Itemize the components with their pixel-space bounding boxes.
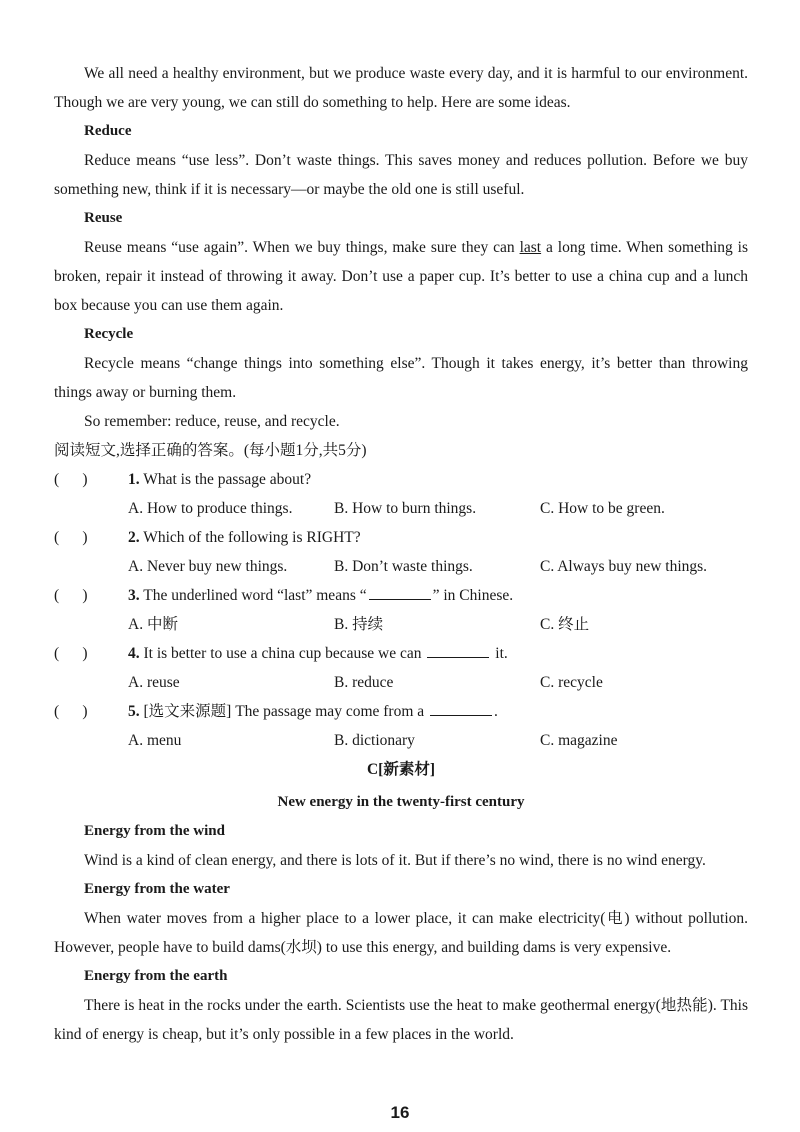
question-stem-after: it. bbox=[491, 645, 508, 662]
section-c-label: C[新素材] bbox=[366, 761, 436, 778]
question-stem-after: . bbox=[494, 703, 498, 720]
document-page bbox=[54, 59, 748, 1049]
question-stem-before: It is better to use a china cup because we can bbox=[143, 645, 426, 662]
answer-blank[interactable]: ( ) bbox=[54, 645, 88, 662]
option-a: A. menu bbox=[128, 732, 182, 749]
option-b: B. 持续 bbox=[334, 616, 384, 633]
question-5-options bbox=[54, 726, 748, 755]
reuse-text-before: Reuse means “use again”. When we buy things, make sure they can bbox=[84, 239, 520, 256]
question-text bbox=[128, 639, 508, 668]
question-text bbox=[128, 523, 361, 552]
question-stem-before: The passage may come from a bbox=[231, 703, 429, 720]
answer-blank[interactable]: ( ) bbox=[54, 703, 88, 720]
reduce-paragraph: Reduce means “use less”. Don’t waste things. This saves money and reduces pollution. Before we buy something new, think if it is necessary—or maybe the old one is still useful. bbox=[54, 152, 748, 198]
page-number: 16 bbox=[390, 1103, 410, 1122]
earth-heading: Energy from the earth bbox=[84, 968, 228, 984]
source-question-tag: [选文来源题] bbox=[143, 703, 232, 720]
question-2 bbox=[54, 523, 748, 552]
recycle-heading: Recycle bbox=[84, 326, 134, 342]
question-5 bbox=[54, 697, 748, 726]
question-4 bbox=[54, 639, 748, 668]
wind-heading: Energy from the wind bbox=[84, 823, 225, 839]
option-c: C. How to be green. bbox=[540, 500, 665, 517]
wind-paragraph: Wind is a kind of clean energy, and there is lots of it. But if there’s no wind, there is no wind energy. bbox=[84, 852, 706, 869]
option-c: C. Always buy new things. bbox=[540, 558, 708, 575]
option-a: A. Never buy new things. bbox=[128, 558, 288, 575]
reuse-heading: Reuse bbox=[84, 210, 123, 226]
question-stem-after: ” in Chinese. bbox=[432, 587, 514, 604]
fill-blank[interactable] bbox=[430, 703, 492, 716]
closing-paragraph: So remember: reduce, reuse, and recycle. bbox=[84, 413, 340, 430]
question-instructions: 阅读短文,选择正确的答案。(每小题1分,共5分) bbox=[54, 442, 367, 459]
fill-blank[interactable] bbox=[427, 645, 489, 658]
option-c: C. magazine bbox=[540, 732, 618, 749]
question-3 bbox=[54, 581, 748, 610]
question-2-options bbox=[54, 552, 748, 581]
reduce-heading: Reduce bbox=[84, 123, 132, 139]
intro-paragraph: We all need a healthy environment, but we produce waste every day, and it is harmful to our environment. Though we are very young, we can still do something to help. Here are some ideas. bbox=[54, 65, 748, 111]
fill-blank[interactable] bbox=[369, 587, 431, 600]
answer-blank[interactable]: ( ) bbox=[54, 529, 88, 546]
question-text bbox=[128, 465, 311, 494]
option-b: B. How to burn things. bbox=[334, 500, 477, 517]
answer-blank[interactable]: ( ) bbox=[54, 471, 88, 488]
question-1-options bbox=[54, 494, 748, 523]
question-number: 3. bbox=[128, 587, 140, 604]
question-number: 4. bbox=[128, 645, 140, 662]
reuse-paragraph bbox=[54, 233, 748, 320]
recycle-paragraph: Recycle means “change things into something else”. Though it takes energy, it’s better than throwing things away or burning them. bbox=[54, 355, 748, 401]
question-text bbox=[128, 581, 513, 610]
option-b: B. Don’t waste things. bbox=[334, 558, 473, 575]
earth-paragraph: There is heat in the rocks under the earth. Scientists use the heat to make geothermal energy(地热能). This kind of energy is cheap, but it’s only possible in a few places in the world. bbox=[54, 997, 748, 1043]
water-paragraph: When water moves from a higher place to a lower place, it can make electricity(电) without pollution. However, people have to build dams(水坝) to use this energy, and building dams is very expensive. bbox=[54, 910, 748, 956]
option-a: A. How to produce things. bbox=[128, 500, 293, 517]
question-text bbox=[128, 697, 498, 726]
passage-c-title: New energy in the twenty-first century bbox=[277, 794, 525, 810]
question-4-options bbox=[54, 668, 748, 697]
question-stem-before: The underlined word “last” means “ bbox=[143, 587, 367, 604]
reuse-text-after: a long time. When something is broken, repair it instead of throwing it away. Don’t use a paper cup. It’s better to use a china cup and a lunch box because you can use them again. bbox=[54, 239, 749, 314]
option-c: C. recycle bbox=[540, 674, 603, 691]
question-1 bbox=[54, 465, 748, 494]
question-number: 2. bbox=[128, 529, 140, 546]
underlined-word-last: last bbox=[519, 239, 542, 256]
answer-blank[interactable]: ( ) bbox=[54, 587, 88, 604]
question-3-options bbox=[54, 610, 748, 639]
option-a: A. 中断 bbox=[128, 616, 178, 633]
question-stem: What is the passage about? bbox=[143, 471, 312, 488]
question-stem: Which of the following is RIGHT? bbox=[143, 529, 361, 546]
option-b: B. dictionary bbox=[334, 732, 415, 749]
water-heading: Energy from the water bbox=[84, 881, 230, 897]
option-b: B. reduce bbox=[334, 674, 394, 691]
question-number: 5. bbox=[128, 703, 140, 720]
option-a: A. reuse bbox=[128, 674, 180, 691]
option-c: C. 终止 bbox=[540, 616, 590, 633]
question-number: 1. bbox=[128, 471, 140, 488]
